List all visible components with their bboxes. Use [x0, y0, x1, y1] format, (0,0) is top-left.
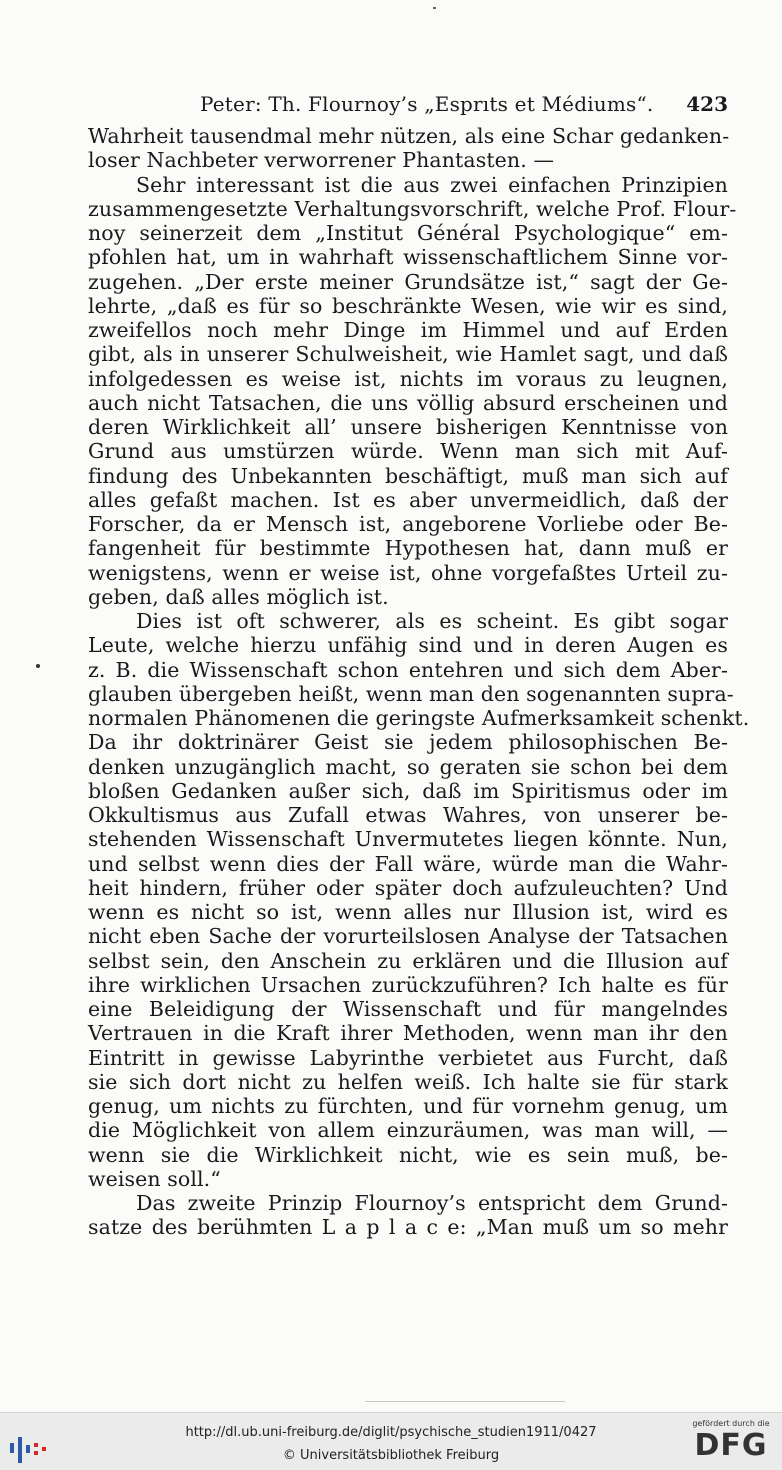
- text-line: Okkultismus aus Zufall etwas Wahres, von unserer be-: [88, 803, 728, 827]
- text-line: satze des berühmten L a p l a c e: „Man muß um so mehr: [88, 1215, 728, 1240]
- footer-rule: [365, 1401, 565, 1402]
- text-line: wenigstens, wenn er weise ist, ohne vorgefaßtes Urteil zu-: [88, 560, 728, 585]
- text-line: ihre wirklichen Ursachen zurückzuführen? Ich halte es für: [88, 972, 728, 997]
- text-line: Forscher, da er Mensch ist, angeborene Vorliebe oder Be-: [88, 512, 728, 536]
- text-line: die Möglichkeit von allem einzuräumen, was man will, —: [88, 1118, 728, 1143]
- text-line: Sehr interessant ist die aus zwei einfachen Prinzipien: [136, 172, 728, 197]
- running-title: Peter: Th. Flournoy’s „Esprıts et Médiums“.: [200, 92, 654, 116]
- text-line: wenn es nicht so ist, wenn alles nur Illusion ist, wird es: [88, 900, 728, 924]
- page-number: 423: [686, 92, 728, 116]
- margin-mark: [36, 664, 40, 668]
- text-line: zugehen. „Der erste meiner Grundsätze ist,“ sagt der Ge-: [88, 269, 728, 294]
- text-line: loser Nachbeter verworrener Phantasten. —: [88, 148, 555, 173]
- text-line: fangenheit für bestimmte Hypothesen hat, dann muß er: [88, 536, 728, 561]
- text-line: findung des Unbekannten beschäftigt, muß man sich auf: [88, 463, 728, 488]
- text-line: selbst sein, den Anschein zu erklären und die Illusion auf: [88, 948, 728, 973]
- text-line: geben, daß alles möglich ist.: [88, 584, 389, 609]
- text-line: nicht eben Sache der vorurteilslosen Analyse der Tatsachen: [88, 924, 728, 949]
- text-line: heit hindern, früher oder später doch aufzuleuchten? Und: [88, 875, 728, 900]
- dfg-logo-icon: DFG: [694, 1428, 768, 1463]
- text-line: pfohlen hat, um in wahrhaft wissenschaftlichem Sinne vor-: [88, 245, 728, 270]
- text-line: sie sich dort nicht zu helfen weiß. Ich halte sie für stark: [88, 1069, 728, 1094]
- text-line: auch nicht Tatsachen, die uns völlig absurd erscheinen und: [88, 390, 728, 415]
- text-line: deren Wirklichkeit all’ unsere bisherigen Kenntnisse von: [88, 415, 728, 439]
- text-line: Dies ist oft schwerer, als es scheint. Es gibt sogar: [136, 609, 728, 633]
- text-line: alles gefaßt machen. Ist es aber unvermeidlich, daß der: [88, 487, 728, 512]
- text-line: Eintritt in gewisse Labyrinthe verbietet aus Furcht, daß: [88, 1045, 728, 1070]
- text-line: zusammengesetzte Verhaltungsvorschrift, welche Prof. Flour-: [88, 196, 737, 221]
- text-line: und selbst wenn dies der Fall wäre, würde man die Wahr-: [88, 851, 728, 876]
- text-line: Grund aus umstürzen würde. Wenn man sich mit Auf-: [88, 439, 728, 464]
- dfg-caption: gefördert durch die: [692, 1419, 770, 1428]
- text-line: glauben übergeben heißt, wenn man den sogenannten supra-: [88, 681, 734, 706]
- viewer-footer: [0, 1412, 782, 1470]
- text-line: genug, um nichts zu fürchten, und für vornehm genug, um: [88, 1094, 728, 1118]
- text-line: wenn sie die Wirklichkeit nicht, wie es sein muß, be-: [88, 1142, 728, 1167]
- text-line: Leute, welche hierzu unfähig sind und in deren Augen es: [88, 633, 728, 658]
- text-line: stehenden Wissenschaft Unvermutetes liegen könnte. Nun,: [88, 827, 728, 852]
- dfg-funding-logo: [688, 1419, 774, 1467]
- text-line: gibt, als in unserer Schulweisheit, wie Hamlet sagt, und daß: [88, 342, 728, 367]
- text-line: eine Beleidigung der Wissenschaft und für mangelndes: [88, 997, 728, 1021]
- text-line: zweifellos noch mehr Dinge im Himmel und auf Erden: [88, 318, 728, 342]
- permalink-url[interactable]: http://dl.ub.uni-freiburg.de/diglit/psychische_studien1911/0427: [185, 1425, 597, 1440]
- text-line: z. B. die Wissenschaft schon entehren und sich dem Aber-: [88, 657, 728, 682]
- text-line: noy seinerzeit dem „Institut Général Psychologique“ em-: [88, 221, 728, 245]
- text-line: Vertrauen in die Kraft ihrer Methoden, wenn man ihr den: [88, 1021, 728, 1046]
- body-text: [88, 124, 750, 1240]
- scan-speck: [433, 7, 436, 9]
- copyright-notice: © Universitätsbibliothek Freiburg: [282, 1448, 500, 1463]
- text-line: Das zweite Prinzip Flournoy’s entspricht dem Grund-: [136, 1191, 728, 1215]
- page-header: [88, 92, 728, 122]
- text-line: bloßen Gedanken außer sich, daß im Spiritismus oder im: [88, 778, 728, 803]
- text-line: denken unzugänglich macht, so geraten sie schon bei dem: [88, 754, 728, 779]
- text-line: lehrte, „daß es für so beschränkte Wesen, wie wir es sind,: [88, 293, 728, 318]
- text-line: infolgedessen es weise ist, nichts im voraus zu leugnen,: [88, 366, 728, 391]
- text-line: normalen Phänomenen die geringste Aufmerksamkeit schenkt.: [88, 706, 750, 730]
- text-line: Wahrheit tausendmal mehr nützen, als eine Schar gedanken-: [88, 124, 730, 148]
- text-line: weisen soll.“: [88, 1166, 221, 1191]
- text-line: Da ihr doktrinärer Geist sie jedem philosophischen Be-: [88, 730, 728, 755]
